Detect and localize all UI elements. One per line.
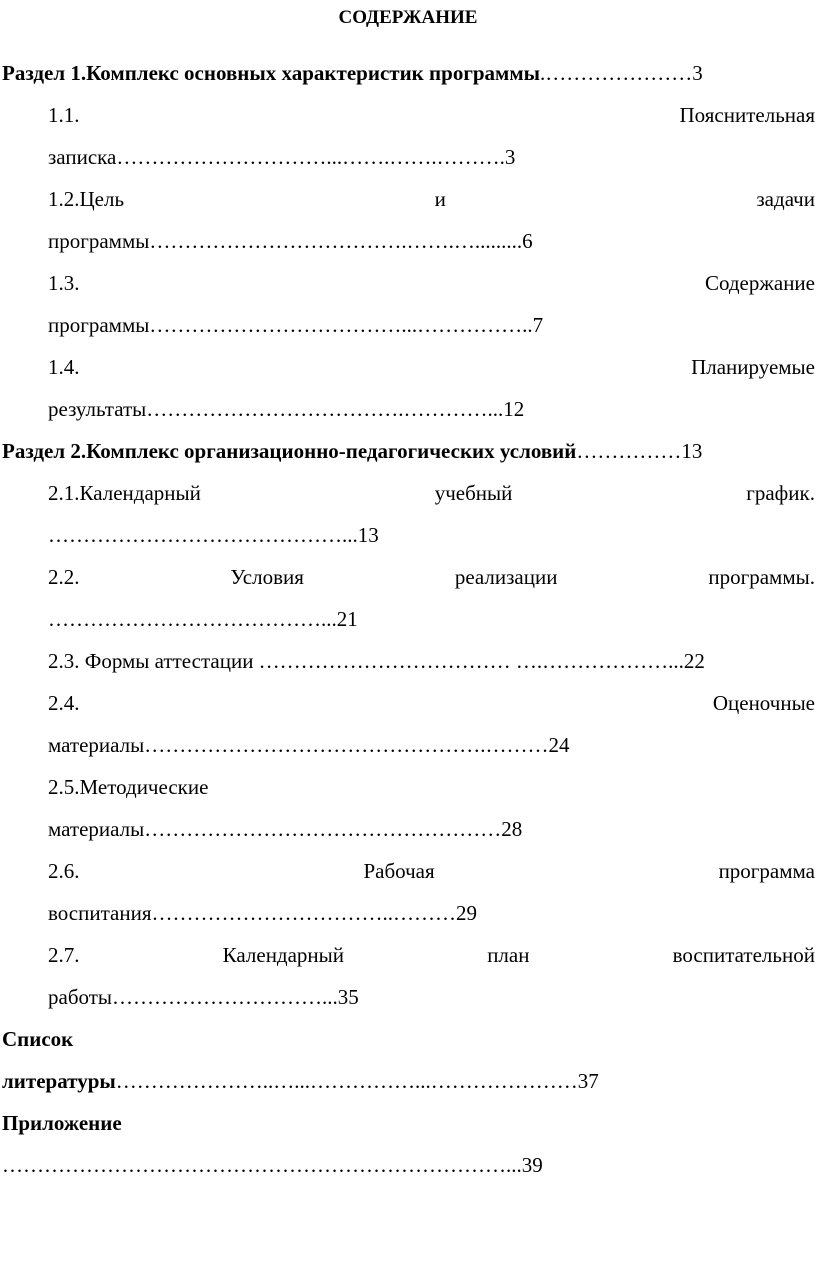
appendix-entry[interactable]	[2, 1108, 814, 1138]
toc-item-1-2-title: задачи	[756, 187, 815, 211]
section-1-dots: .…………………3	[540, 61, 703, 85]
appendix-dots: ………………………………………………………………...39	[2, 1153, 543, 1177]
bibliography-entry-continuation	[2, 1066, 814, 1096]
toc-item-2-4-number: 2.4.	[48, 691, 80, 715]
toc-item-2-6-word-1: 2.6.	[48, 859, 80, 883]
toc-item-2-4-continuation: материалы………………………………………….………24	[48, 733, 570, 757]
toc-item-1-1-number: 1.1.	[48, 103, 80, 127]
section-1-entry[interactable]	[2, 58, 814, 88]
toc-item-1-3[interactable]	[48, 268, 815, 298]
appendix-title: Приложение	[2, 1111, 122, 1135]
bibliography-title-line-2: литературы	[2, 1069, 116, 1093]
toc-item-1-4-continuation: результаты……………………………….…………...12	[48, 397, 525, 421]
toc-item-1-1[interactable]	[48, 100, 815, 130]
toc-item-1-3-continuation: программы………………………………...……………..7	[48, 313, 544, 337]
toc-item-2-2-word-1: 2.2.	[48, 565, 80, 589]
toc-item-2-2-word-4: программы.	[708, 565, 815, 589]
toc-item-2-7-continuation: работы…………………………...35	[48, 985, 359, 1009]
toc-item-2-1-word-2: учебный	[434, 481, 513, 505]
toc-item-1-1-continuation: записка…………………………...…….…….……….3	[48, 145, 516, 169]
toc-item-2-2-word-2: Условия	[230, 565, 304, 589]
toc-item-2-7-word-1: 2.7.	[48, 943, 80, 967]
toc-item-2-7[interactable]	[48, 940, 815, 970]
toc-item-2-6[interactable]	[48, 856, 815, 886]
toc-item-2-2[interactable]	[48, 562, 815, 592]
toc-item-1-2[interactable]	[48, 184, 815, 214]
toc-item-2-1-word-1: 2.1.Календарный	[48, 481, 201, 505]
toc-item-2-3[interactable]: 2.3. Формы аттестации ……………………………… ….………………...22	[48, 649, 705, 673]
toc-item-2-7-word-4: воспитательной	[672, 943, 815, 967]
section-2-dots: ……………13	[576, 439, 703, 463]
section-2-title: Раздел 2.Комплекс организационно-педагогических условий	[2, 439, 577, 463]
toc-item-1-3-title: Содержание	[704, 271, 815, 295]
toc-item-2-6-continuation: воспитания……………………………..………29	[48, 901, 477, 925]
toc-item-2-1-word-3: график.	[746, 481, 815, 505]
toc-item-1-2-continuation: программы……………………………….…….….........6	[48, 229, 533, 253]
toc-item-2-2-continuation: …………………………………...21	[48, 607, 358, 631]
toc-item-1-2-number: 1.2.Цель	[48, 187, 125, 211]
toc-item-1-3-number: 1.3.	[48, 271, 80, 295]
toc-item-2-1[interactable]	[48, 478, 815, 508]
bibliography-dots: …………………..…...……………...…………………37	[115, 1069, 599, 1093]
toc-item-2-5-continuation: материалы……………………………………………28	[48, 817, 523, 841]
bibliography-entry[interactable]	[2, 1024, 814, 1054]
section-2-entry[interactable]	[2, 436, 814, 466]
section-1-title: Раздел 1.Комплекс основных характеристик программы	[2, 61, 541, 85]
toc-item-1-2-middle: и	[434, 187, 446, 211]
toc-item-1-4-number: 1.4.	[48, 355, 80, 379]
toc-item-2-5[interactable]: 2.5.Методические	[48, 775, 209, 799]
toc-item-2-2-word-3: реализации	[454, 565, 558, 589]
bibliography-title-line-1: Список	[2, 1027, 74, 1051]
toc-item-2-7-word-3: план	[487, 943, 530, 967]
toc-item-2-7-word-2: Календарный	[222, 943, 345, 967]
toc-item-2-1-continuation: ……………………………………...13	[48, 523, 379, 547]
toc-item-2-4-title: Оценочные	[712, 691, 815, 715]
toc-item-1-4[interactable]	[48, 352, 815, 382]
toc-item-1-4-title: Планируемые	[691, 355, 815, 379]
toc-item-2-6-word-3: программа	[718, 859, 815, 883]
toc-item-2-4[interactable]	[48, 688, 815, 718]
toc-item-1-1-title: Пояснительная	[679, 103, 815, 127]
appendix-entry-continuation	[2, 1150, 814, 1180]
toc-heading: СОДЕРЖАНИЕ	[338, 7, 478, 28]
toc-item-2-6-word-2: Рабочая	[363, 859, 435, 883]
